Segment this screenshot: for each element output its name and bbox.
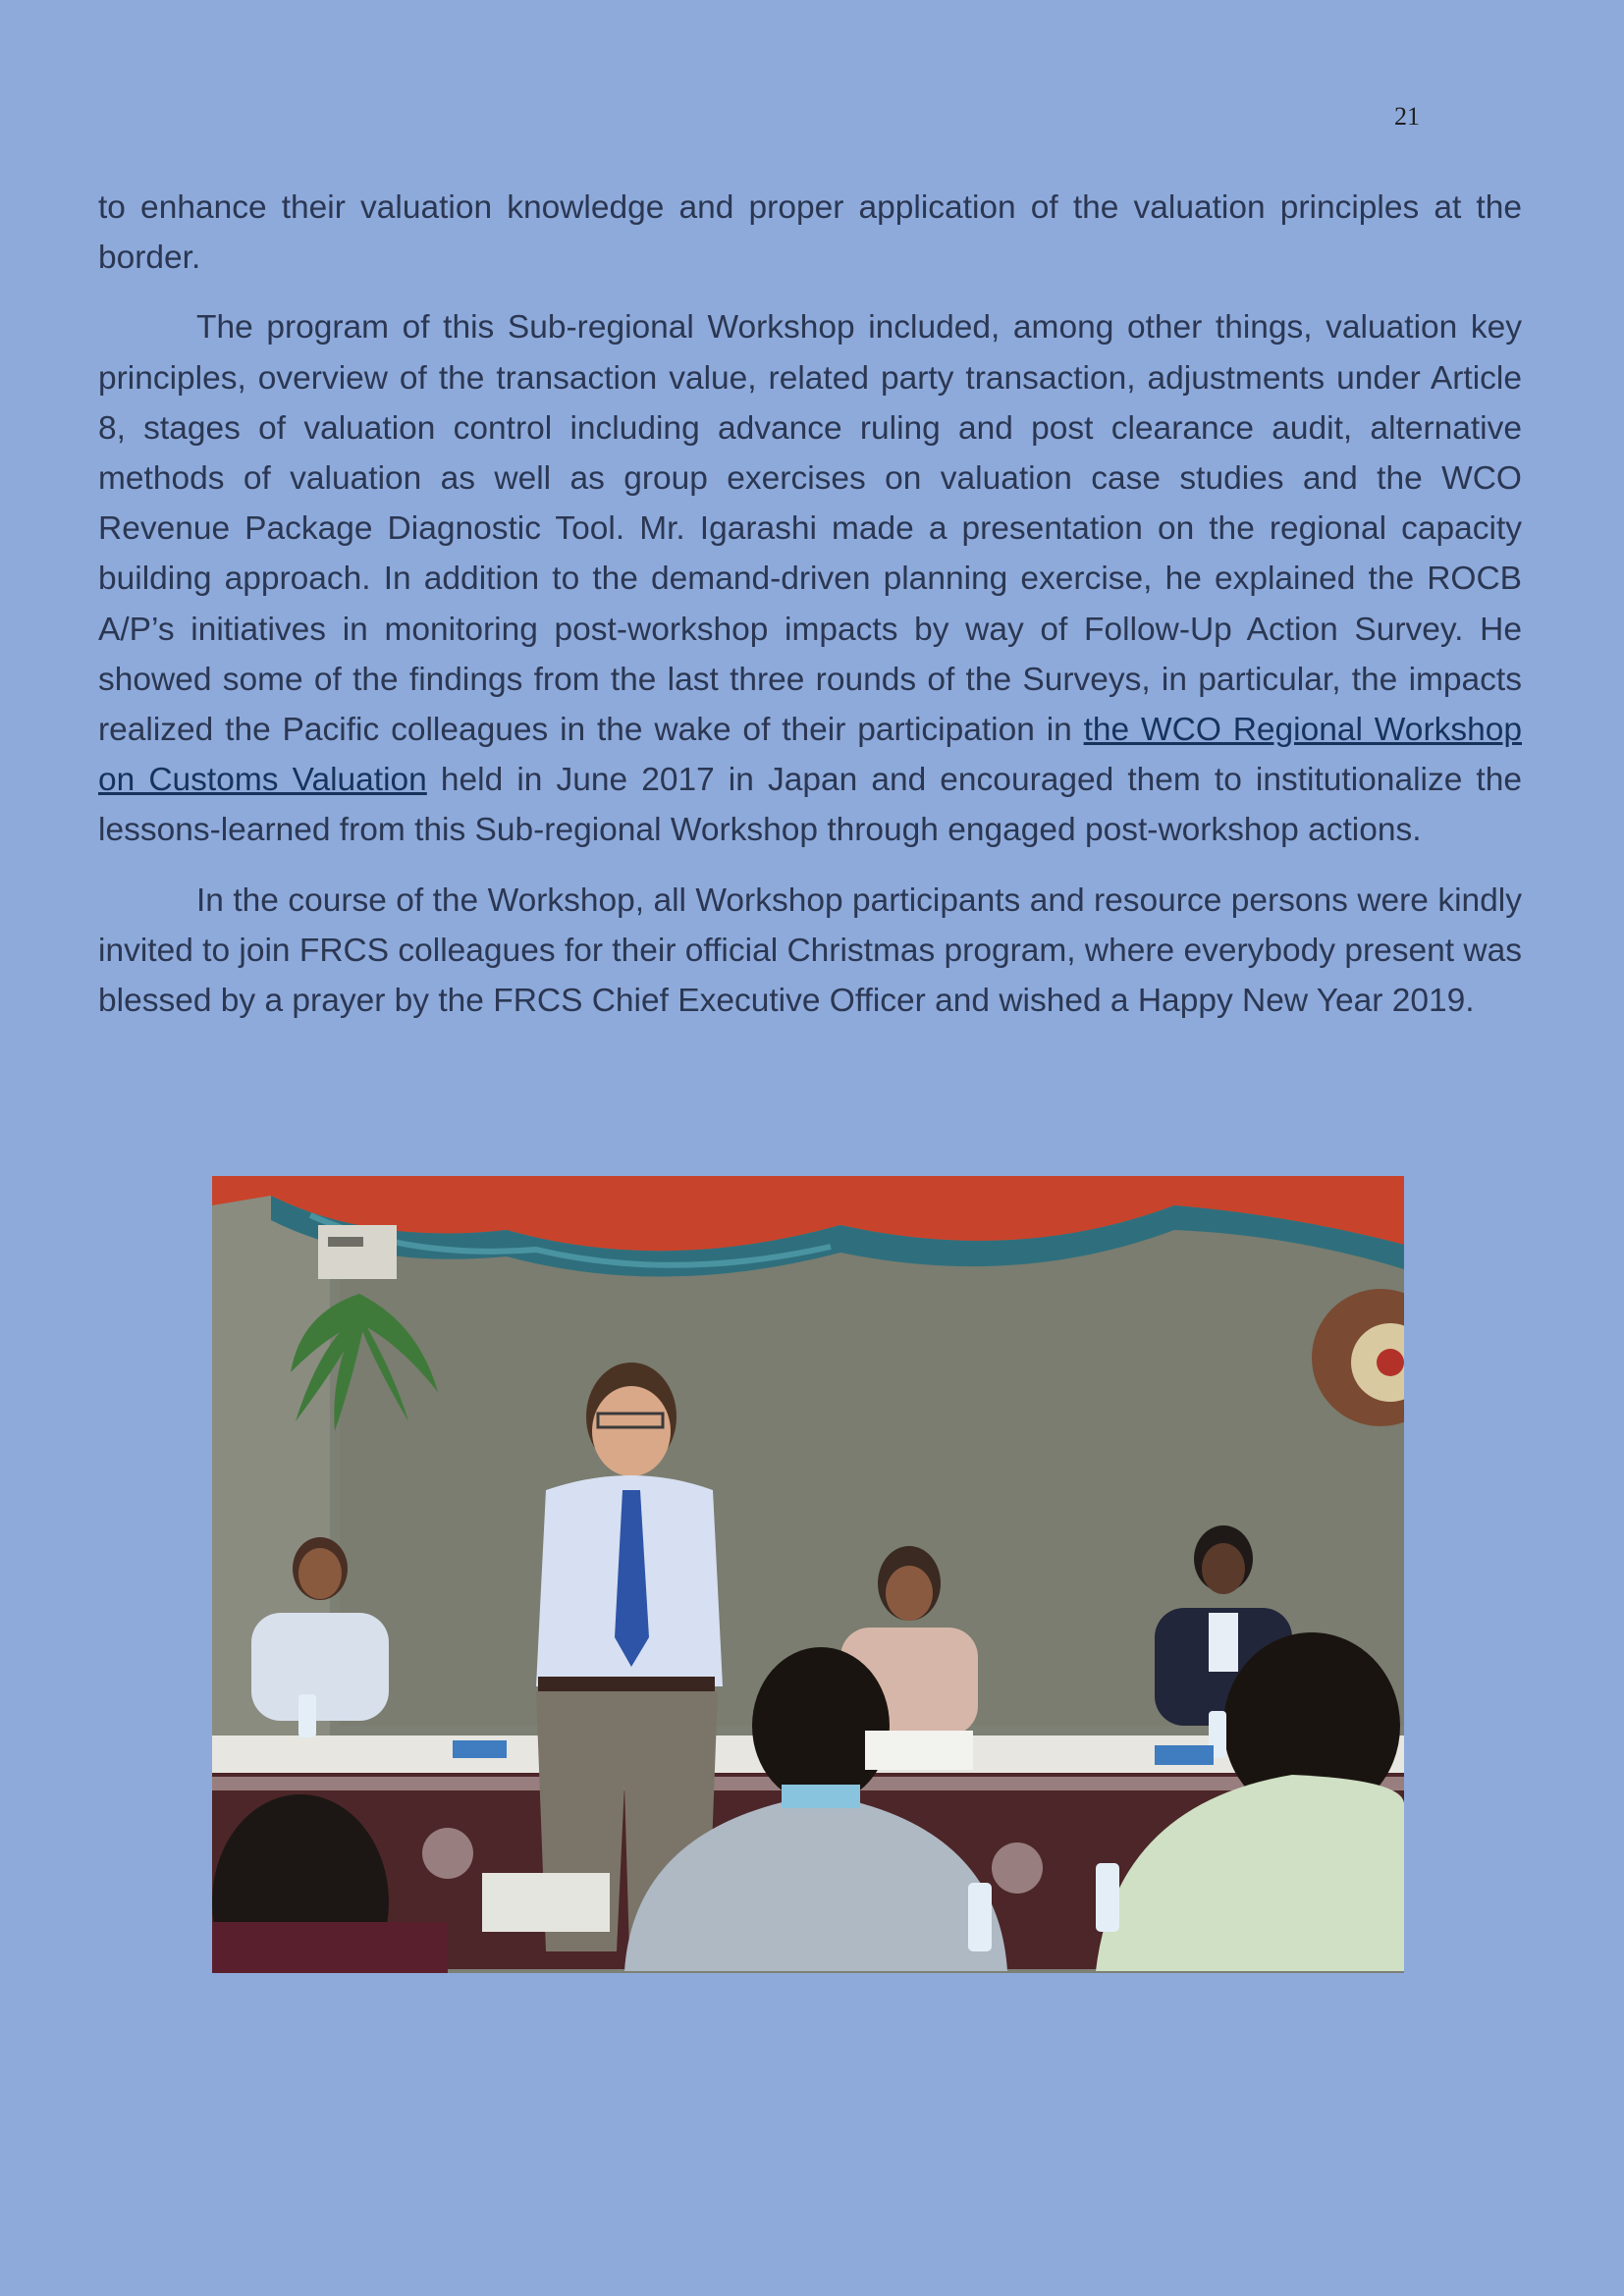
paragraph-text: held in June 2017 in Japan and encouraged them to institutionalize the lessons-learned from this Sub-regional Workshop through engaged post-workshop actions. <box>98 762 1522 849</box>
paragraph-workshop-program <box>98 302 1522 855</box>
workshop-link[interactable]: the WCO Regional Workshop on Customs Valuation <box>98 712 1522 799</box>
document-body <box>98 183 1522 1045</box>
paragraph-continuation: to enhance their valuation knowledge and proper application of the valuation principles at the border. <box>98 189 1522 277</box>
workshop-photo <box>212 1176 1404 1973</box>
paragraph-text: The program of this Sub-regional Workshop included, among other things, valuation key principles, overview of the transaction value, related party transaction, adjustments under Article 8, stages of valuation control including advance ruling and post clearance audit, alternative methods of valuation as well as group exercises on valuation case studies and the WCO Revenue Package Diagnostic Tool. Mr. Igarashi made a presentation on the regional capacity building approach. In addition to the demand-driven planning exercise, he explained the ROCB A/P’s initiatives in monitoring post-workshop impacts by way of Follow-Up Action Survey. He showed some of the findings from the last three rounds of the Surveys, in particular, the impacts realized the Pacific colleagues in the wake of their participation in <box>98 309 1522 749</box>
page-number: 21 <box>1394 102 1420 131</box>
paragraph-christmas-program: In the course of the Workshop, all Workshop participants and resource persons were kindly invited to join FRCS colleagues for their official Christmas program, where everybody present was blessed by a prayer by the FRCS Chief Executive Officer and wished a Happy New Year 2019. <box>98 881 1522 1020</box>
